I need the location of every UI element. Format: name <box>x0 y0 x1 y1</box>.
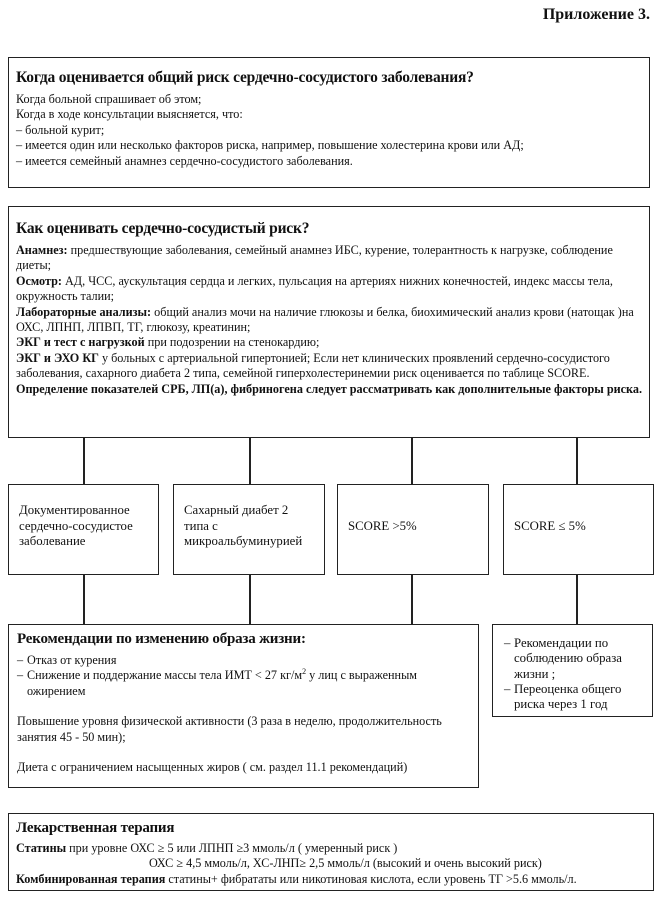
how-to-assess-title: Как оценивать сердечно-сосудистый риск? <box>16 220 310 237</box>
category-box-score-low <box>503 484 654 575</box>
drug-therapy-title: Лекарственная терапия <box>16 820 175 836</box>
category-box-score-high <box>337 484 489 575</box>
low-risk-box <box>492 624 653 717</box>
statins-line <box>16 841 646 856</box>
item-label: ЭКГ и тест с нагрузкой <box>16 335 145 350</box>
bmi-text-cont: у лиц с выраженным ожирением <box>27 668 417 698</box>
item-text: предшествующие заболевания, семейный анамнез ИБС, курение, толерантность к нагрузке, соблюдение диеты; <box>16 243 613 273</box>
how-to-assess-box <box>8 206 650 438</box>
item-text: общий анализ мочи на наличие глюкозы и белка, биохимический анализ крови (натощак )на ОХС, ЛПНП, ЛПВП, ТГ, глюкозу, креатинин; <box>16 304 634 335</box>
when-line: – имеется семейный анамнез сердечно-сосудистого заболевания. <box>16 153 353 168</box>
item-label: Лабораторные анализы: <box>16 304 152 319</box>
item-label: Определение показателей СРБ, ЛП(а), фибриногена следует рассматривать как дополнительные факторы риска. <box>16 381 643 396</box>
assessment-item <box>16 382 642 397</box>
low-risk-item: – Рекомендации по соблюдению образа жизни ; <box>504 636 646 682</box>
item-text: АД, ЧСС, аускультация сердца и легких, пульсация на артериях нижних конечностей, индекс массы тела, окружность талии; <box>16 273 613 304</box>
combo-label: Комбинированная терапия <box>16 871 166 886</box>
when-to-assess-title: Когда оценивается общий риск сердечно-сосудистого заболевания? <box>16 69 474 86</box>
lifestyle-list <box>17 653 470 699</box>
connector-line <box>83 438 85 484</box>
connector-line <box>411 438 413 484</box>
category-label: Документированное сердечно-сосудистое заболевание <box>19 503 133 549</box>
item-label: ЭКГ и ЭХО КГ <box>16 350 99 365</box>
diet-text: Диета с ограничением насыщенных жиров ( см. раздел 11.1 рекомендаций) <box>17 760 408 775</box>
connector-line <box>576 575 578 624</box>
when-line: Когда больной спрашивает об этом; <box>16 92 202 106</box>
activity-text: Повышение уровня физической активности (3 раза в неделю, продолжительность занятия 45 - 50 мин); <box>17 714 442 744</box>
when-line: – имеется один или несколько факторов риска, например, повышение холестерина крови или АД; <box>16 138 524 153</box>
assessment-item <box>16 243 642 274</box>
drug-therapy-box <box>8 813 654 891</box>
assessment-item <box>16 274 642 305</box>
assessment-item <box>16 351 642 382</box>
when-to-assess-box <box>8 57 650 188</box>
appendix-label: Приложение 3. <box>542 6 650 23</box>
low-risk-item: – Переоценка общего риска через 1 год <box>504 682 646 713</box>
item-text: у больных с артериальной гипертонией; Если нет клинических проявлений сердечно-сосудистого заболевания, сахарного диабета 2 типа, семейной гиперхолестеринемии риск оценивается по таблице SCORE. <box>16 350 610 381</box>
when-line: Когда в ходе консультации выясняется, что: <box>16 107 243 122</box>
low-risk-list <box>504 636 646 712</box>
category-box-documented-cvd <box>8 484 159 575</box>
statins-line-2: ОХС ≥ 4,5 ммоль/л, ХС-ЛНП≥ 2,5 ммоль/л (высокий и очень высокий риск) <box>149 856 542 871</box>
lifestyle-item <box>17 668 470 699</box>
lifestyle-recommendations-box <box>8 624 479 788</box>
category-box-diabetes <box>173 484 325 575</box>
connector-line <box>411 575 413 624</box>
item-label: Анамнез: <box>16 243 68 257</box>
when-line: – больной курит; <box>16 122 105 137</box>
connector-line <box>249 438 251 484</box>
category-label: SCORE ≤ 5% <box>514 518 586 533</box>
combo-text: статины+ фибрататы или никотиновая кислота, если уровень ТГ >5.6 ммоль/л. <box>165 871 577 886</box>
statins-label: Статины <box>16 841 67 855</box>
connector-line <box>83 575 85 624</box>
connector-line <box>576 438 578 484</box>
lifestyle-item: – Отказ от курения <box>17 653 470 668</box>
connector-line <box>249 575 251 624</box>
bmi-text: Снижение и поддержание массы тела ИМТ < 27 кг/м <box>27 668 303 683</box>
lifestyle-title: Рекомендации по изменению образа жизни: <box>17 631 306 647</box>
category-label: Сахарный диабет 2 типа с микроальбуминурией <box>184 503 303 549</box>
assessment-item <box>16 335 642 350</box>
item-text: при подозрении на стенокардию; <box>144 335 320 350</box>
assessment-item <box>16 305 642 336</box>
category-label: SCORE >5% <box>348 518 417 533</box>
superscript: 2 <box>302 667 307 677</box>
statins-text: при уровне ОХС ≥ 5 или ЛПНП ≥3 ммоль/л ( умеренный риск ) <box>66 841 398 855</box>
item-label: Осмотр: <box>16 273 62 288</box>
combo-line <box>16 872 646 887</box>
